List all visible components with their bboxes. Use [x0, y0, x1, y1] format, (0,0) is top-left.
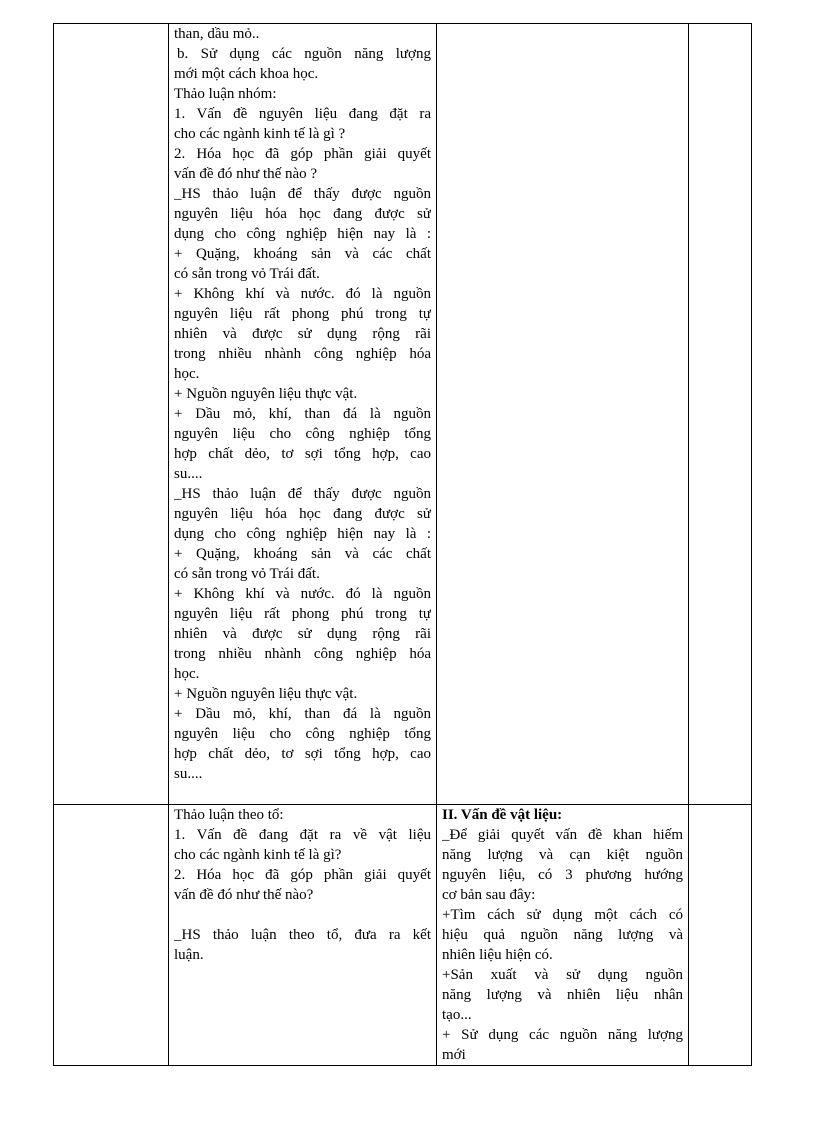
row2-content-cell [437, 805, 689, 1066]
text-line: b. Sử dụng các nguồn năng lượng [177, 46, 431, 62]
row2-activity-text [169, 805, 436, 965]
row1-activity-cell [169, 24, 437, 805]
text-line: + Dầu mỏ, khí, than đá là nguồn [174, 406, 431, 422]
text-line: nguyên liệu rất phong phú trong tự [174, 606, 431, 622]
text-line: vấn đề đó như thế nào ? [174, 166, 318, 182]
text-line: có sẵn trong vỏ Trái đất. [174, 266, 320, 282]
text-line: mới một cách khoa học. [174, 66, 319, 82]
text-line: su.... [174, 466, 203, 482]
text-line: + Nguồn nguyên liệu thực vật. [174, 686, 358, 702]
text-line: học. [174, 666, 200, 682]
text-line: +Sản xuất và sử dụng nguồn [442, 967, 683, 983]
text-line: nguyên liệu cho công nghiệp tổng [174, 726, 431, 742]
text-line: Thảo luận nhóm: [174, 86, 277, 102]
row2-content-text [442, 825, 683, 1065]
text-line: tạo... [442, 1007, 472, 1023]
text-line: + Không khí và nước. đó là nguồn [174, 586, 431, 602]
text-line: Thảo luận theo tổ: [174, 807, 284, 823]
text-line: trong nhiều nhành công nghiệp hóa [174, 646, 431, 662]
text-line: + Không khí và nước. đó là nguồn [174, 286, 431, 302]
text-line: _HS thảo luận theo tổ, đưa ra kết [174, 927, 431, 943]
text-line: trong nhiều nhành công nghiệp hóa [174, 346, 431, 362]
text-line: + Nguồn nguyên liệu thực vật. [174, 386, 358, 402]
row1-col1-cell [54, 24, 169, 805]
text-line: _Để giải quyết vấn đề khan hiếm [442, 827, 683, 843]
text-line: năng lượng và cạn kiệt nguồn [442, 847, 683, 863]
text-line: nhiên liệu hiện có. [442, 947, 553, 963]
text-line: cho các ngành kinh tế là gì ? [174, 126, 346, 142]
text-line: học. [174, 366, 200, 382]
text-line: hợp chất dẻo, tơ sợi tổng hợp, cao [174, 746, 431, 762]
blank-line [174, 905, 431, 925]
text-line: +Tìm cách sử dụng một cách có [442, 907, 683, 923]
row1-col4-cell [689, 24, 752, 805]
lesson-plan-table [53, 23, 752, 1066]
text-line: _HS thảo luận để thấy được nguồn [174, 486, 431, 502]
text-line: 2. Hóa học đã góp phần giải quyết [174, 867, 431, 883]
row2-col1-cell [54, 805, 169, 1066]
text-line: vấn đề đó như thế nào? [174, 887, 314, 903]
text-line: luận. [174, 947, 204, 963]
row2-activity-cell [169, 805, 437, 1066]
table-row-2 [54, 805, 752, 1066]
text-line: 2. Hóa học đã góp phần giải quyết [174, 146, 431, 162]
text-line: nguyên liệu cho công nghiệp tổng [174, 426, 431, 442]
text-line: mới [442, 1047, 466, 1063]
row1-content-cell [437, 24, 689, 805]
text-line: hiệu quả nguồn năng lượng và [442, 927, 683, 943]
text-line: hợp chất dẻo, tơ sợi tổng hợp, cao [174, 446, 431, 462]
text-line: nhiên và được sử dụng rộng rãi [174, 326, 431, 342]
text-line: nguyên liệu, có 3 phương hướng [442, 867, 683, 883]
table-row-1 [54, 24, 752, 805]
text-line: cho các ngành kinh tế là gì? [174, 847, 342, 863]
section-heading: II. Vấn đề vật liệu: [442, 807, 563, 823]
text-line: dụng cho công nghiệp hiện nay là : [174, 226, 431, 242]
text-line: nguyên liệu hóa học đang được sử [174, 506, 431, 522]
text-line: + Dầu mỏ, khí, than đá là nguồn [174, 706, 431, 722]
text-line: than, dầu mỏ.. [174, 26, 260, 42]
text-line: có sẵn trong vỏ Trái đất. [174, 566, 320, 582]
text-line: _HS thảo luận để thấy được nguồn [174, 186, 431, 202]
text-line: nhiên và được sử dụng rộng rãi [174, 626, 431, 642]
text-line: + Sử dụng các nguồn năng lượng [442, 1027, 683, 1043]
text-line: 1. Vấn đề nguyên liệu đang đặt ra [174, 106, 431, 122]
text-line: + Quặng, khoáng sản và các chất [174, 546, 431, 562]
text-line: dụng cho công nghiệp hiện nay là : [174, 526, 431, 542]
row1-activity-text [169, 24, 436, 784]
text-line: nguyên liệu hóa học đang được sử [174, 206, 431, 222]
row2-col4-cell [689, 805, 752, 1066]
text-line: cơ bản sau đây: [442, 887, 536, 903]
text-line: năng lượng và nhiên liệu nhân [442, 987, 683, 1003]
text-line: + Quặng, khoáng sản và các chất [174, 246, 431, 262]
text-line: su.... [174, 766, 203, 782]
text-line: 1. Vấn đề đang đặt ra về vật liệu [174, 827, 431, 843]
text-line: nguyên liệu rất phong phú trong tự [174, 306, 431, 322]
